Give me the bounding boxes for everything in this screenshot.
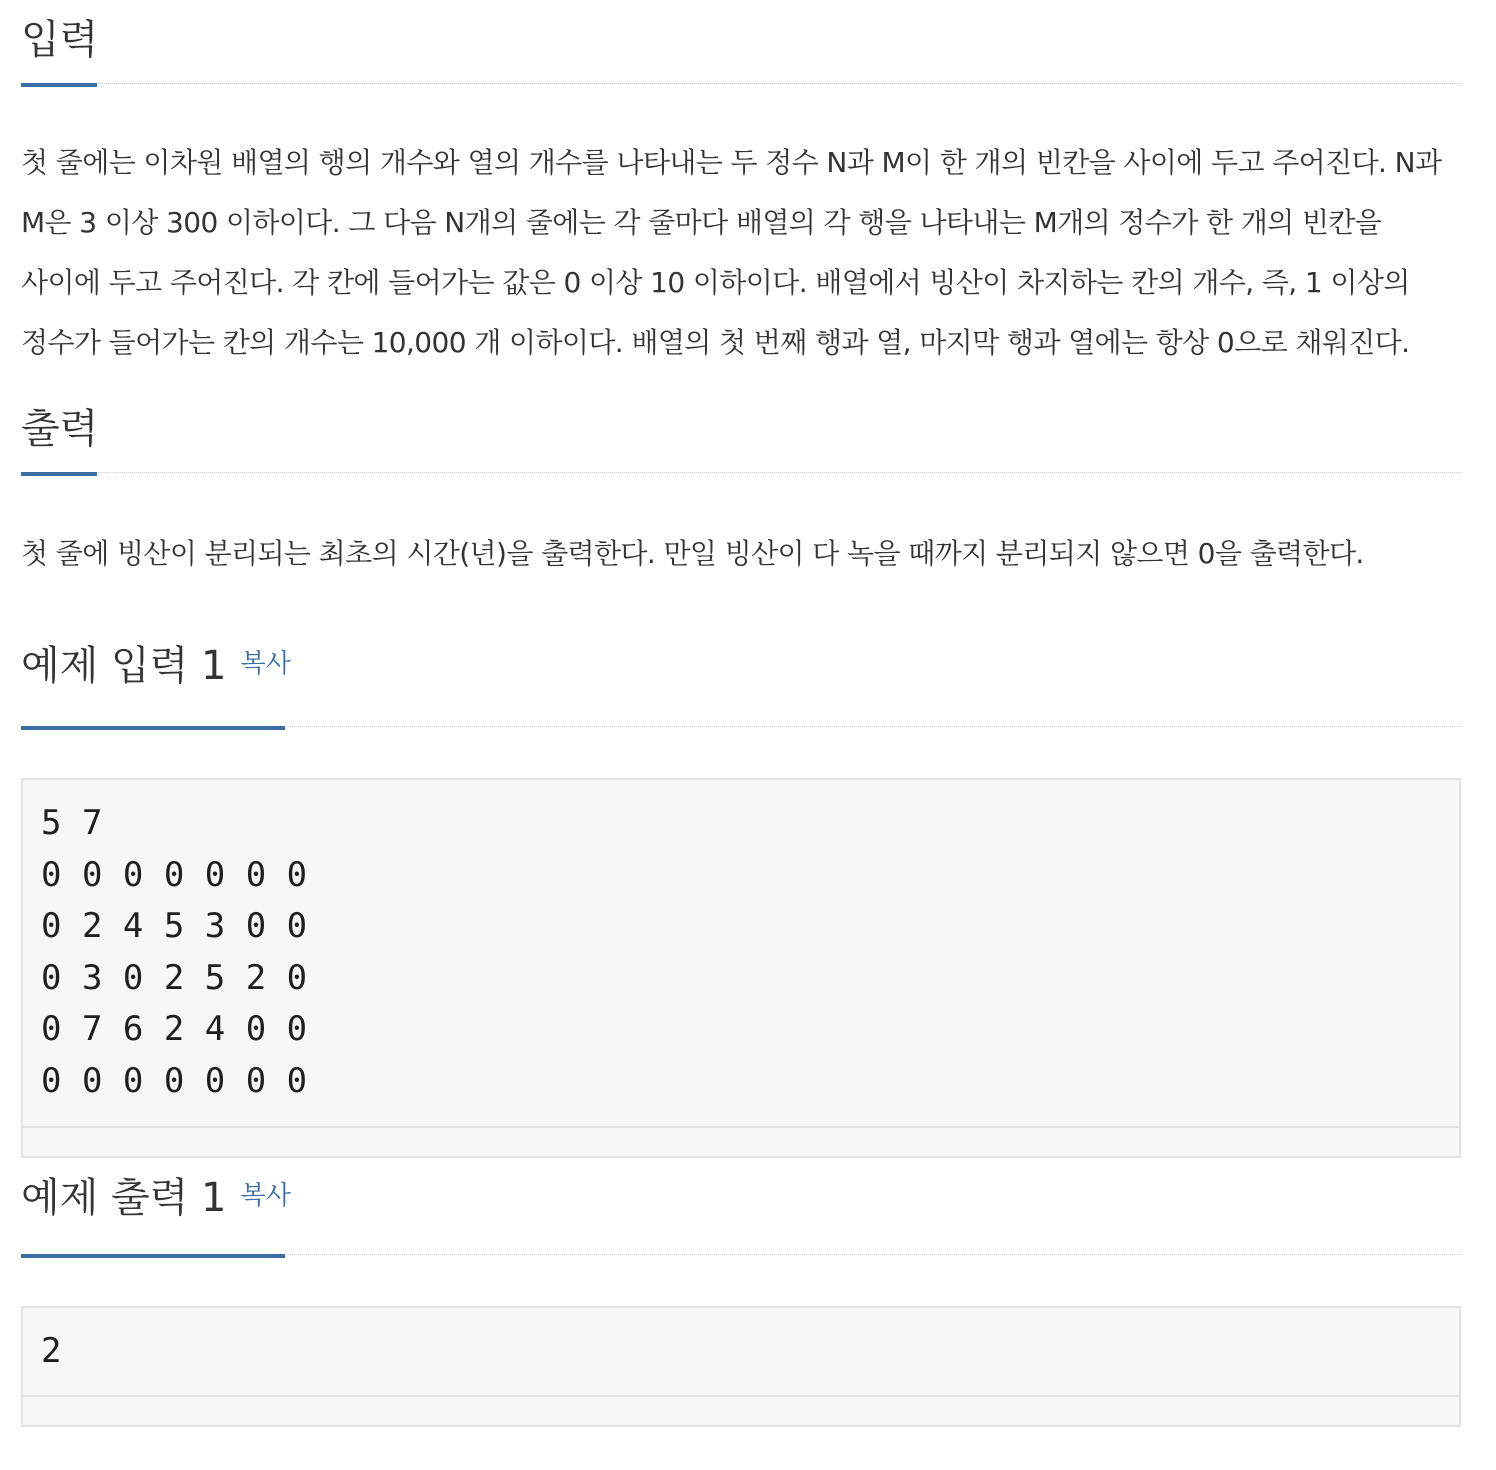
sample-input-title-text: 예제 입력 1: [21, 643, 227, 689]
input-description: 첫 줄에는 이차원 배열의 행의 개수와 열의 개수를 나타내는 두 정수 N과 M이 한 개의 빈칸을 사이에 두고 주어진다. N과 M은 3 이상 300 이하이다. 그 다음 N개의 줄에는 각 줄마다 배열의 각 행을 나타내는 M개의 정수가 한 개의 빈칸을 사이에 두고 주어진다. 각 칸에 들어가는 값은 0 이상 10 이하이다. 배열에서 빙산이 차지하는 칸의 개수, 즉, 1 이상의 정수가 들어가는 칸의 개수는 10,000 개 이하이다. 배열의 첫 번째 행과 열, 마지막 행과 열에는 항상 0으로 채워진다.: [21, 146, 1442, 359]
sample-input-box[interactable]: [21, 778, 1461, 1158]
sample-input-headline: [21, 626, 1461, 730]
copy-sample-output-button[interactable]: 복사: [240, 1180, 291, 1211]
headline-divider: [21, 472, 1461, 473]
problem-body: [21, 0, 1461, 1427]
input-headline: [21, 0, 1461, 87]
sample-box-footer: [23, 1126, 1459, 1156]
sample-output-box[interactable]: [21, 1306, 1461, 1428]
input-section-title: 입력: [21, 17, 99, 63]
headline-underline: [21, 726, 285, 730]
headline-divider: [21, 83, 1461, 84]
sample-box-footer: [23, 1395, 1459, 1425]
output-description: 첫 줄에 빙산이 분리되는 최초의 시간(년)을 출력한다. 만일 빙산이 다 녹을 때까지 분리되지 않으면 0을 출력한다.: [21, 537, 1364, 570]
sample-input-section: [21, 626, 1461, 1158]
output-headline: [21, 389, 1461, 476]
sample-output-headline: [21, 1158, 1461, 1258]
headline-underline: [21, 83, 97, 87]
copy-sample-input-button[interactable]: 복사: [240, 649, 291, 679]
input-section: [21, 0, 1461, 373]
headline-underline: [21, 472, 97, 476]
sample-output-content[interactable]: 2: [41, 1330, 62, 1371]
sample-output-title: [21, 1158, 1461, 1226]
sample-input-title: [21, 626, 1461, 694]
headline-underline: [21, 1254, 285, 1258]
sample-output-section: [21, 1158, 1461, 1428]
sample-input-content[interactable]: 5 7 0 0 0 0 0 0 0 0 2 4 5 3 0 0 0 3 0 2 5 2 0 0 7 6 2 4 0 0 0 0 0 0 0 0 0: [41, 803, 308, 1101]
sample-output-title-text: 예제 출력 1: [21, 1174, 227, 1221]
output-section-title: 출력: [21, 406, 99, 452]
output-section: [21, 389, 1461, 584]
